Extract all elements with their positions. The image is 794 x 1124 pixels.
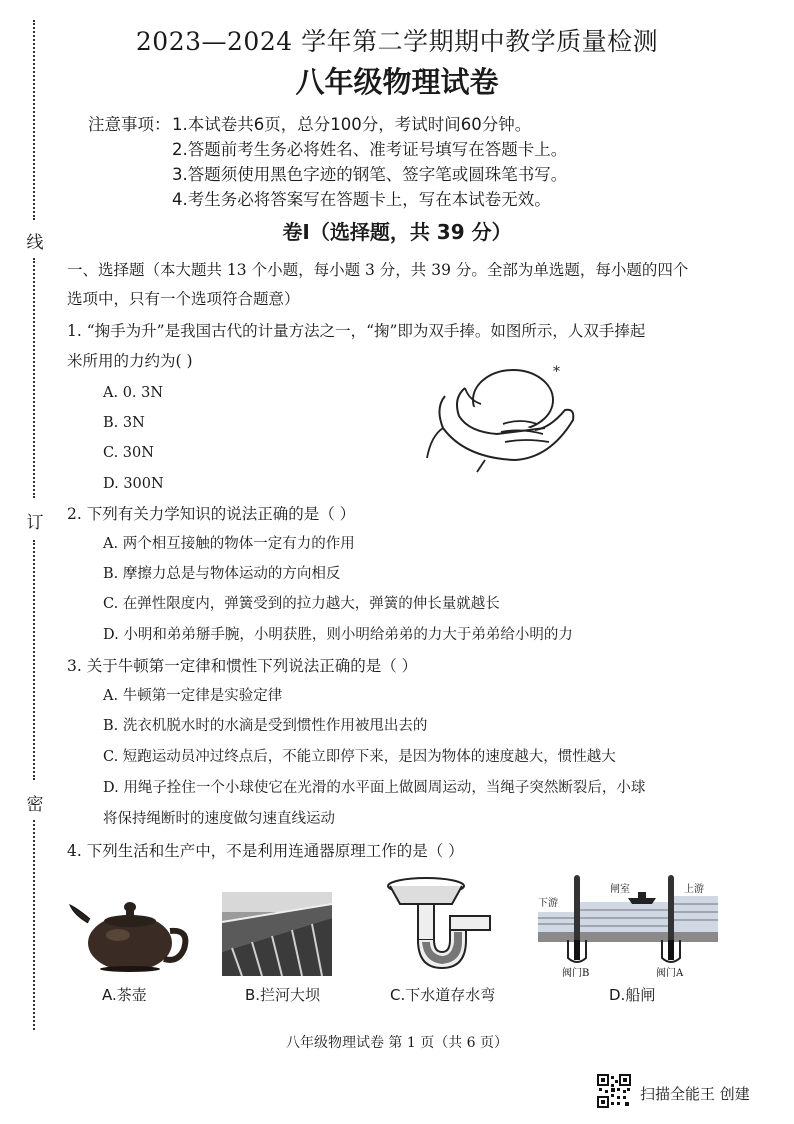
question-3-option-a: A. 牛顿第一定律是实验定律 bbox=[103, 688, 283, 704]
question-3-option-d-cont: 将保持绳断时的速度做匀速直线运动 bbox=[103, 811, 335, 827]
question-1-option-a: A. 0. 3N bbox=[103, 385, 164, 401]
hands-holding-rice-image bbox=[425, 358, 585, 473]
question-2-stem: 2. 下列有关力学知识的说法正确的是（ ） bbox=[67, 505, 356, 523]
notice-item: 1.本试卷共6页，总分100分，考试时间60分钟。 bbox=[172, 115, 532, 134]
question-1-option-d: D. 300N bbox=[103, 476, 164, 492]
question-1-stem: 1. “掬手为升”是我国古代的计量方法之一，“掬”即为双手捧。如图所示，人双手捧起 bbox=[67, 322, 646, 340]
question-2-option-b: B. 摩擦力总是与物体运动的方向相反 bbox=[103, 566, 341, 582]
question-1-stem-cont: 米所用的力约为( ) bbox=[67, 352, 193, 370]
lock-label-chamber: 闸室 bbox=[610, 884, 630, 895]
question-1-option-c: C. 30N bbox=[103, 445, 154, 461]
question-3-stem: 3. 关于牛顿第一定律和惯性下列说法正确的是（ ） bbox=[67, 657, 418, 675]
notice-item: 4.考生务必将答案写在答题卡上，写在本试卷无效。 bbox=[172, 190, 551, 209]
question-2-option-d: D. 小明和弟弟掰手腕，小明获胜，则小明给弟弟的力大于弟弟给小明的力 bbox=[103, 627, 573, 643]
question-4-caption-a: A.茶壶 bbox=[102, 986, 147, 1004]
qr-code-icon bbox=[597, 1074, 631, 1108]
svg-text:*: * bbox=[553, 364, 560, 380]
page-footer: 八年级物理试卷 第 1 页（共 6 页） bbox=[285, 1035, 509, 1051]
binding-char-mi: 密 bbox=[26, 795, 44, 815]
question-4-stem: 4. 下列生活和生产中，不是利用连通器原理工作的是（ ） bbox=[67, 842, 464, 860]
binding-line-mid2 bbox=[33, 540, 35, 780]
lock-label-downstream: 下游 bbox=[538, 898, 558, 909]
binding-line-bottom bbox=[33, 820, 35, 1030]
dam-image bbox=[222, 892, 332, 976]
question-3-option-d: D. 用绳子拴住一个小球使它在光滑的水平面上做圆周运动，当绳子突然断裂后，小球 bbox=[103, 780, 646, 796]
notice-label: 注意事项： bbox=[88, 115, 171, 134]
scanner-watermark: 扫描全能王 创建 bbox=[640, 1085, 750, 1103]
question-4-caption-c: C.下水道存水弯 bbox=[390, 986, 496, 1004]
notice-item: 2.答题前考生务必将姓名、准考证号填写在答题卡上。 bbox=[172, 140, 568, 159]
binding-char-ding: 订 bbox=[26, 513, 44, 533]
exam-subtitle: 八年级物理试卷 bbox=[295, 65, 499, 99]
section-instructions: 一、选择题（本大题共 13 个小题，每小题 3 分，共 39 分。全部为单选题，每小题的四个 bbox=[67, 261, 689, 279]
notice-item: 3.答题须使用黑色字迹的钢笔、签字笔或圆珠笔书写。 bbox=[172, 165, 568, 184]
question-4-caption-b: B.拦河大坝 bbox=[245, 986, 321, 1004]
lock-label-valve-b: 阀门B bbox=[562, 968, 590, 979]
question-4-caption-d: D.船闸 bbox=[609, 986, 656, 1004]
teapot-image bbox=[66, 885, 191, 975]
exam-title: 2023—2024 学年第二学期期中教学质量检测 bbox=[135, 27, 659, 56]
lock-label-upstream: 上游 bbox=[684, 884, 704, 895]
binding-char-xian: 线 bbox=[26, 233, 44, 253]
question-2-option-a: A. 两个相互接触的物体一定有力的作用 bbox=[103, 536, 355, 552]
drain-trap-image bbox=[382, 876, 492, 976]
question-3-option-c: C. 短跑运动员冲过终点后，不能立即停下来，是因为物体的速度越大，惯性越大 bbox=[103, 749, 616, 765]
question-1-option-b: B. 3N bbox=[103, 415, 145, 431]
ship-lock-image bbox=[538, 874, 718, 980]
binding-line-mid1 bbox=[33, 258, 35, 498]
lock-label-valve-a: 阀门A bbox=[656, 968, 684, 979]
question-3-option-b: B. 洗衣机脱水时的水滴是受到惯性作用被甩出去的 bbox=[103, 718, 428, 734]
question-2-option-c: C. 在弹性限度内，弹簧受到的拉力越大，弹簧的伸长量就越长 bbox=[103, 596, 500, 612]
section-title: 卷Ⅰ（选择题，共 39 分） bbox=[282, 220, 512, 244]
section-instructions-cont: 选项中，只有一个选项符合题意） bbox=[67, 290, 300, 308]
